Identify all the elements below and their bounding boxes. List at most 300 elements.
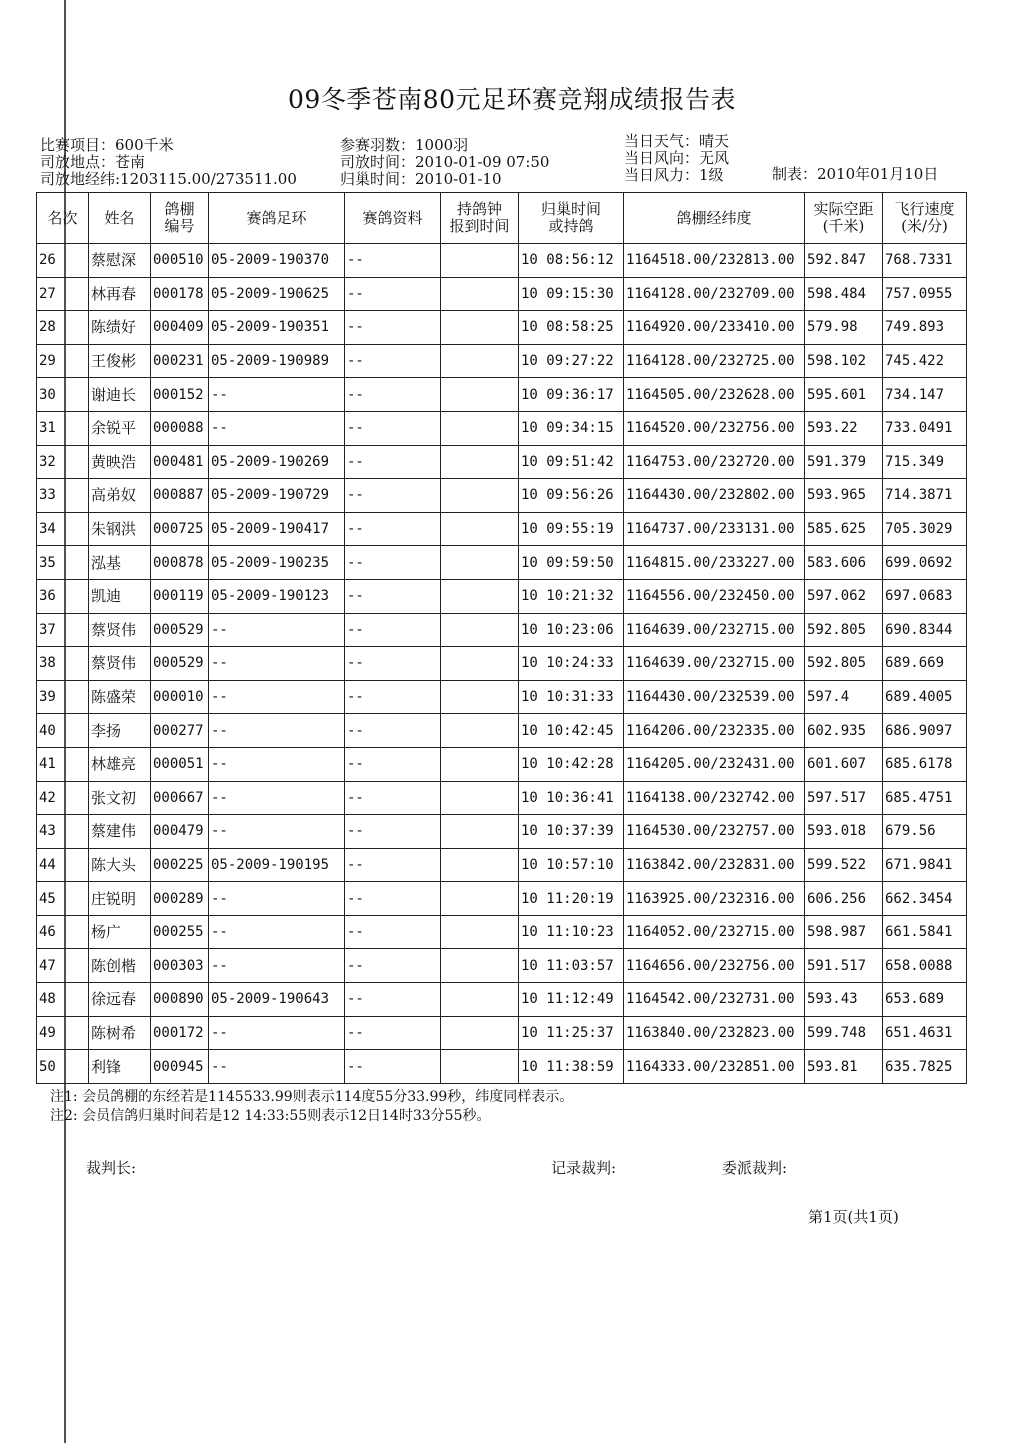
cell-name: 陈大头 [89,848,151,882]
cell-clock-time [441,1016,519,1050]
cell-distance: 597.062 [805,579,883,613]
table-row [37,882,967,916]
cell-ring: -- [209,378,345,412]
cell-clock-time [441,647,519,681]
cell-ring: 05-2009-190123 [209,579,345,613]
cell-name: 陈创楷 [89,949,151,983]
return-date: 归巢时间：2010-01-10 [340,170,502,188]
table-row [37,714,967,748]
cell-return-time: 10 10:42:45 [519,714,624,748]
cell-loft-id: 000479 [151,815,209,849]
table-body [37,244,967,1084]
cell-distance: 593.018 [805,815,883,849]
cell-distance: 597.517 [805,781,883,815]
cell-return-time: 10 11:38:59 [519,1050,624,1084]
cell-clock-time [441,546,519,580]
cell-distance: 602.935 [805,714,883,748]
cell-name: 蔡贤伟 [89,613,151,647]
cell-loft-id: 000178 [151,277,209,311]
cell-speed: 635.7825 [883,1050,967,1084]
report-title: 09冬季苍南80元足环赛竞翔成绩报告表 [287,85,737,114]
notes [50,1088,573,1126]
cell-loft-id: 000945 [151,1050,209,1084]
info-block-race [40,137,297,188]
cell-return-time: 10 11:03:57 [519,949,624,983]
cell-name: 徐远春 [89,983,151,1017]
cell-info: -- [345,579,441,613]
cell-name: 林再春 [89,277,151,311]
cell-return-time: 10 10:36:41 [519,781,624,815]
cell-clock-time [441,479,519,513]
appointed-referee-label: 委派裁判: [722,1159,788,1177]
cell-speed: 658.0088 [883,949,967,983]
cell-info: -- [345,983,441,1017]
cell-return-time: 10 09:36:17 [519,378,624,412]
cell-rank: 44 [37,848,89,882]
table-row [37,546,967,580]
cell-return-time: 10 09:59:50 [519,546,624,580]
release-coords: 司放地经纬:1203115.00/273511.00 [40,170,297,188]
table-row [37,781,967,815]
cell-loft-coords: 1164430.00/232802.00 [624,479,805,513]
cell-ring: -- [209,647,345,681]
cell-return-time: 10 10:24:33 [519,647,624,681]
cell-return-time: 10 11:10:23 [519,915,624,949]
cell-loft-id: 000890 [151,983,209,1017]
cell-loft-coords: 1164205.00/232431.00 [624,747,805,781]
cell-speed: 689.4005 [883,680,967,714]
cell-speed: 757.0955 [883,277,967,311]
cell-loft-id: 000010 [151,680,209,714]
cell-loft-coords: 1164639.00/232715.00 [624,647,805,681]
cell-speed: 715.349 [883,445,967,479]
info-block-weather [624,133,729,184]
header-name: 姓名 [89,193,151,244]
table-row [37,1016,967,1050]
cell-loft-coords: 1164128.00/232725.00 [624,344,805,378]
cell-loft-id: 000152 [151,378,209,412]
cell-loft-coords: 1164556.00/232450.00 [624,579,805,613]
cell-rank: 43 [37,815,89,849]
cell-loft-id: 000878 [151,546,209,580]
cell-distance: 598.102 [805,344,883,378]
header-loft-id: 鸽棚 编号 [151,193,209,244]
header-distance: 实际空距 (千米) [805,193,883,244]
cell-distance: 592.847 [805,244,883,278]
cell-distance: 598.484 [805,277,883,311]
cell-distance: 597.4 [805,680,883,714]
cell-info: -- [345,512,441,546]
results-table [36,192,967,1084]
cell-clock-time [441,848,519,882]
cell-info: -- [345,378,441,412]
cell-ring: -- [209,411,345,445]
cell-name: 陈树希 [89,1016,151,1050]
cell-speed: 685.6178 [883,747,967,781]
cell-ring: 05-2009-190370 [209,244,345,278]
cell-name: 凯迪 [89,579,151,613]
cell-ring: 05-2009-190729 [209,479,345,513]
cell-speed: 734.147 [883,378,967,412]
cell-ring: -- [209,714,345,748]
cell-loft-coords: 1164520.00/232756.00 [624,411,805,445]
release-place: 司放地点：苍南 [40,153,146,171]
page-number: 第1页(共1页) [808,1208,899,1226]
cell-ring: -- [209,1016,345,1050]
cell-speed: 749.893 [883,311,967,345]
cell-return-time: 10 10:37:39 [519,815,624,849]
cell-speed: 689.669 [883,647,967,681]
chief-referee-label: 裁判长: [86,1159,137,1177]
cell-return-time: 10 10:21:32 [519,579,624,613]
header-rank: 名次 [37,193,89,244]
header-loft-coords: 鸽棚经纬度 [624,193,805,244]
cell-name: 蔡贤伟 [89,647,151,681]
cell-speed: 697.0683 [883,579,967,613]
cell-loft-coords: 1164530.00/232757.00 [624,815,805,849]
cell-loft-id: 000887 [151,479,209,513]
header-speed: 飞行速度 (米/分) [883,193,967,244]
cell-distance: 599.522 [805,848,883,882]
cell-loft-coords: 1163842.00/232831.00 [624,848,805,882]
cell-clock-time [441,244,519,278]
table-row [37,983,967,1017]
cell-speed: 768.7331 [883,244,967,278]
cell-clock-time [441,344,519,378]
cell-speed: 686.9097 [883,714,967,748]
cell-return-time: 10 11:12:49 [519,983,624,1017]
cell-distance: 593.43 [805,983,883,1017]
cell-return-time: 10 09:27:22 [519,344,624,378]
cell-loft-coords: 1164656.00/232756.00 [624,949,805,983]
weather: 当日天气：晴天 [624,132,730,150]
cell-speed: 653.689 [883,983,967,1017]
cell-name: 王俊彬 [89,344,151,378]
cell-loft-coords: 1164505.00/232628.00 [624,378,805,412]
cell-speed: 690.8344 [883,613,967,647]
cell-loft-coords: 1164737.00/233131.00 [624,512,805,546]
cell-distance: 595.601 [805,378,883,412]
cell-distance: 585.625 [805,512,883,546]
table-row [37,479,967,513]
cell-return-time: 10 09:51:42 [519,445,624,479]
cell-return-time: 10 09:15:30 [519,277,624,311]
cell-clock-time [441,781,519,815]
note-1: 注1: 会员鸽棚的东经若是1145533.99则表示114度55分33.99秒，纬度同样表示。 [50,1089,574,1105]
cell-clock-time [441,815,519,849]
cell-distance: 606.256 [805,882,883,916]
cell-rank: 34 [37,512,89,546]
cell-ring: -- [209,882,345,916]
cell-loft-id: 000231 [151,344,209,378]
cell-clock-time [441,680,519,714]
cell-distance: 592.805 [805,647,883,681]
header-return-time: 归巢时间 或持鸽 [519,193,624,244]
cell-loft-coords: 1164128.00/232709.00 [624,277,805,311]
cell-clock-time [441,512,519,546]
cell-name: 庄锐明 [89,882,151,916]
cell-clock-time [441,882,519,916]
cell-return-time: 10 11:25:37 [519,1016,624,1050]
table-row [37,848,967,882]
cell-loft-coords: 1164052.00/232715.00 [624,915,805,949]
table-row [37,244,967,278]
cell-info: -- [345,1050,441,1084]
cell-rank: 47 [37,949,89,983]
table-row [37,311,967,345]
cell-loft-id: 000225 [151,848,209,882]
cell-loft-coords: 1164430.00/232539.00 [624,680,805,714]
cell-name: 林雄亮 [89,747,151,781]
cell-name: 高弟奴 [89,479,151,513]
cell-name: 利锋 [89,1050,151,1084]
cell-rank: 35 [37,546,89,580]
cell-ring: 05-2009-190195 [209,848,345,882]
cell-distance: 599.748 [805,1016,883,1050]
cell-loft-coords: 1164518.00/232813.00 [624,244,805,278]
cell-info: -- [345,613,441,647]
header-info: 赛鸽资料 [345,193,441,244]
record-referee-label: 记录裁判: [551,1159,617,1177]
info-block-entries [340,137,549,188]
cell-ring: 05-2009-190989 [209,344,345,378]
cell-ring: 05-2009-190235 [209,546,345,580]
cell-ring: 05-2009-190417 [209,512,345,546]
cell-name: 蔡慰深 [89,244,151,278]
cell-distance: 598.987 [805,915,883,949]
cell-name: 余锐平 [89,411,151,445]
table-header-row [37,193,967,244]
cell-loft-id: 000510 [151,244,209,278]
table-row [37,647,967,681]
cell-clock-time [441,378,519,412]
cell-speed: 679.56 [883,815,967,849]
release-time: 司放时间：2010-01-09 07:50 [340,153,550,171]
cell-distance: 591.517 [805,949,883,983]
cell-loft-coords: 1164815.00/233227.00 [624,546,805,580]
cell-loft-coords: 1164920.00/233410.00 [624,311,805,345]
table-made-date: 制表：2010年01月10日 [772,165,939,183]
cell-return-time: 10 08:56:12 [519,244,624,278]
cell-info: -- [345,714,441,748]
cell-info: -- [345,1016,441,1050]
cell-rank: 28 [37,311,89,345]
cell-info: -- [345,848,441,882]
cell-return-time: 10 09:56:26 [519,479,624,513]
cell-clock-time [441,747,519,781]
cell-info: -- [345,647,441,681]
cell-loft-coords: 1163925.00/232316.00 [624,882,805,916]
cell-speed: 745.422 [883,344,967,378]
cell-loft-id: 000088 [151,411,209,445]
cell-clock-time [441,277,519,311]
cell-info: -- [345,311,441,345]
cell-name: 李扬 [89,714,151,748]
cell-ring: -- [209,915,345,949]
cell-loft-coords: 1164138.00/232742.00 [624,781,805,815]
cell-loft-coords: 1164333.00/232851.00 [624,1050,805,1084]
cell-speed: 662.3454 [883,882,967,916]
cell-rank: 50 [37,1050,89,1084]
cell-ring: -- [209,1050,345,1084]
wind-force: 当日风力：1级 [624,166,724,184]
entries-count: 参赛羽数：1000羽 [340,136,469,154]
cell-loft-id: 000409 [151,311,209,345]
cell-distance: 591.379 [805,445,883,479]
cell-speed: 651.4631 [883,1016,967,1050]
cell-return-time: 10 11:20:19 [519,882,624,916]
header-ring: 赛鸽足环 [209,193,345,244]
cell-rank: 45 [37,882,89,916]
table-row [37,579,967,613]
table-row [37,445,967,479]
cell-info: -- [345,277,441,311]
cell-clock-time [441,613,519,647]
cell-info: -- [345,915,441,949]
cell-ring: -- [209,781,345,815]
cell-ring: 05-2009-190625 [209,277,345,311]
cell-loft-id: 000481 [151,445,209,479]
table-row [37,613,967,647]
cell-ring: -- [209,949,345,983]
cell-info: -- [345,411,441,445]
cell-name: 陈盛荣 [89,680,151,714]
header-clock-time: 持鸽钟 报到时间 [441,193,519,244]
cell-return-time: 10 10:31:33 [519,680,624,714]
cell-info: -- [345,680,441,714]
cell-rank: 32 [37,445,89,479]
cell-distance: 593.22 [805,411,883,445]
cell-rank: 40 [37,714,89,748]
cell-rank: 37 [37,613,89,647]
cell-distance: 601.607 [805,747,883,781]
cell-name: 蔡建伟 [89,815,151,849]
cell-return-time: 10 10:57:10 [519,848,624,882]
wind-direction: 当日风向：无风 [624,149,730,167]
cell-info: -- [345,949,441,983]
cell-loft-coords: 1164639.00/232715.00 [624,613,805,647]
table-row [37,411,967,445]
cell-distance: 592.805 [805,613,883,647]
cell-loft-id: 000303 [151,949,209,983]
cell-speed: 685.4751 [883,781,967,815]
cell-ring: -- [209,815,345,849]
cell-clock-time [441,983,519,1017]
cell-loft-coords: 1164753.00/232720.00 [624,445,805,479]
cell-clock-time [441,949,519,983]
cell-speed: 705.3029 [883,512,967,546]
table-row [37,915,967,949]
cell-return-time: 10 08:58:25 [519,311,624,345]
race-item: 比赛项目：600千米 [40,136,174,154]
cell-loft-id: 000172 [151,1016,209,1050]
cell-speed: 714.3871 [883,479,967,513]
cell-rank: 42 [37,781,89,815]
cell-name: 黄映浩 [89,445,151,479]
table-row [37,277,967,311]
cell-name: 泓基 [89,546,151,580]
cell-name: 陈绩好 [89,311,151,345]
table-row [37,1050,967,1084]
cell-rank: 27 [37,277,89,311]
cell-info: -- [345,244,441,278]
cell-rank: 33 [37,479,89,513]
cell-clock-time [441,579,519,613]
cell-info: -- [345,781,441,815]
table-row [37,815,967,849]
cell-return-time: 10 09:55:19 [519,512,624,546]
cell-loft-id: 000255 [151,915,209,949]
cell-clock-time [441,311,519,345]
cell-info: -- [345,445,441,479]
cell-speed: 661.5841 [883,915,967,949]
table-row [37,378,967,412]
cell-clock-time [441,714,519,748]
cell-rank: 31 [37,411,89,445]
cell-loft-coords: 1163840.00/232823.00 [624,1016,805,1050]
cell-rank: 48 [37,983,89,1017]
cell-clock-time [441,445,519,479]
cell-ring: 05-2009-190351 [209,311,345,345]
cell-speed: 671.9841 [883,848,967,882]
cell-name: 谢迪长 [89,378,151,412]
cell-info: -- [345,882,441,916]
cell-ring: 05-2009-190643 [209,983,345,1017]
cell-loft-id: 000277 [151,714,209,748]
cell-rank: 49 [37,1016,89,1050]
cell-rank: 36 [37,579,89,613]
cell-loft-coords: 1164542.00/232731.00 [624,983,805,1017]
cell-info: -- [345,479,441,513]
cell-distance: 579.98 [805,311,883,345]
cell-loft-id: 000051 [151,747,209,781]
cell-rank: 30 [37,378,89,412]
cell-clock-time [441,1050,519,1084]
cell-rank: 38 [37,647,89,681]
cell-distance: 583.606 [805,546,883,580]
table-row [37,512,967,546]
cell-rank: 46 [37,915,89,949]
cell-clock-time [441,411,519,445]
cell-name: 杨广 [89,915,151,949]
cell-rank: 26 [37,244,89,278]
cell-return-time: 10 10:42:28 [519,747,624,781]
cell-rank: 41 [37,747,89,781]
cell-info: -- [345,747,441,781]
table-row [37,949,967,983]
cell-ring: -- [209,680,345,714]
cell-speed: 699.0692 [883,546,967,580]
cell-ring: 05-2009-190269 [209,445,345,479]
cell-distance: 593.965 [805,479,883,513]
cell-rank: 29 [37,344,89,378]
cell-loft-id: 000289 [151,882,209,916]
cell-ring: -- [209,747,345,781]
cell-return-time: 10 10:23:06 [519,613,624,647]
cell-name: 朱钢洪 [89,512,151,546]
cell-loft-id: 000529 [151,613,209,647]
cell-loft-id: 000725 [151,512,209,546]
table-row [37,680,967,714]
cell-loft-id: 000667 [151,781,209,815]
cell-ring: -- [209,613,345,647]
cell-loft-id: 000119 [151,579,209,613]
cell-name: 张文初 [89,781,151,815]
cell-loft-coords: 1164206.00/232335.00 [624,714,805,748]
cell-clock-time [441,915,519,949]
cell-return-time: 10 09:34:15 [519,411,624,445]
cell-info: -- [345,815,441,849]
